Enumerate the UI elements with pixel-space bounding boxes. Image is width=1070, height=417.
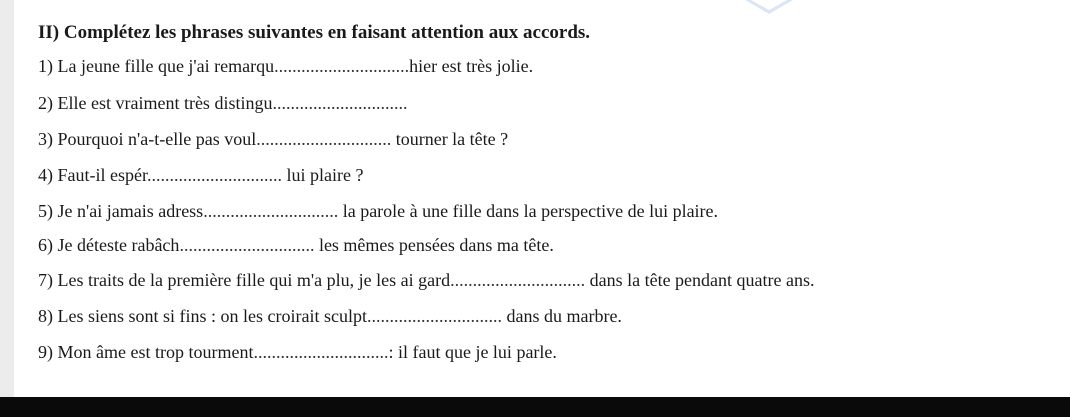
sentence-rest: la parole à une fille dans la perspective de lui plaire.	[338, 201, 719, 221]
sentence-text: 3) Pourquoi n'a-t-elle pas voul	[38, 129, 257, 149]
sentence-9	[38, 340, 557, 365]
sentence-rest: les mêmes pensées dans ma tête.	[314, 235, 554, 255]
blank: ..............................	[203, 201, 339, 221]
blank: ..............................	[146, 165, 282, 185]
exercise-sheet	[38, 14, 1070, 362]
sentence-rest: tourner la tête ?	[391, 129, 509, 149]
blank: ..............................	[253, 342, 389, 362]
sentence-text: 8) Les siens sont si fins : on les croirait sculpt	[38, 306, 367, 326]
sentence-8	[38, 304, 622, 329]
sentence-6	[38, 233, 554, 258]
sentence-2	[38, 91, 407, 116]
sentence-text: 7) Les traits de la première fille qui m'a plu, je les ai gard	[38, 270, 451, 290]
blank: ..............................	[366, 306, 502, 326]
blank: ..............................	[272, 93, 408, 113]
sentence-text: 1) La jeune fille que j'ai remarqu	[38, 56, 275, 76]
sentence-3	[38, 127, 508, 152]
sentence-7	[38, 268, 815, 293]
sentence-text: 9) Mon âme est trop tourment	[38, 342, 254, 362]
sentence-rest: dans du marbre.	[501, 306, 622, 326]
sentence-text: 5) Je n'ai jamais adress	[38, 201, 204, 221]
exercise-title: II) Complétez les phrases suivantes en faisant attention aux accords.	[38, 22, 591, 43]
top-decoration-inner	[740, 0, 798, 10]
sentence-rest: : il faut que je lui parle.	[388, 342, 557, 362]
sentence-text: 6) Je déteste rabâch	[38, 235, 180, 255]
sentence-text: 2) Elle est vraiment très distingu	[38, 93, 273, 113]
sentence-rest: lui plaire ?	[281, 165, 364, 185]
blank: ..............................	[450, 270, 586, 290]
blank: ..............................	[274, 56, 410, 76]
sentence-5	[38, 199, 718, 224]
left-margin-strip	[0, 0, 14, 397]
sentence-text: 4) Faut-il espér	[38, 165, 147, 185]
blank: ..............................	[179, 235, 315, 255]
sentence-1	[38, 54, 533, 79]
blank: ..............................	[256, 129, 392, 149]
sentence-4	[38, 163, 363, 188]
sentence-rest: hier est très jolie.	[409, 56, 534, 76]
bottom-bar	[0, 397, 1070, 417]
sentence-rest: dans la tête pendant quatre ans.	[585, 270, 815, 290]
